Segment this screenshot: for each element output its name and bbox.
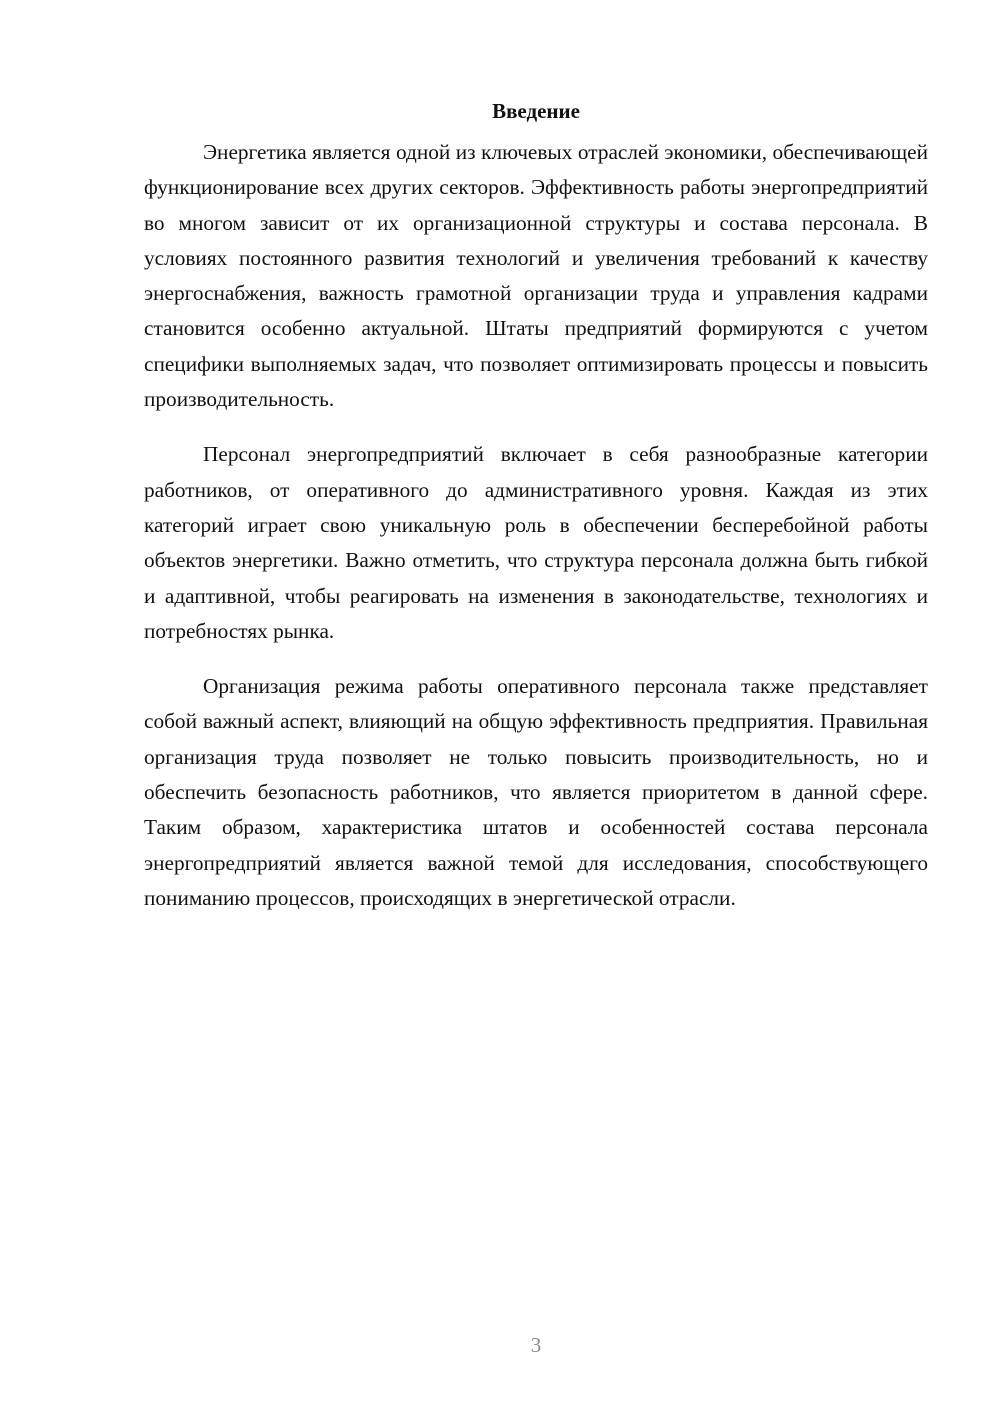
section-title: Введение <box>492 99 580 123</box>
paragraph-3: Организация режима работы оперативного персонала также представляет собой важный аспект, влияющий на общую эффективность предприятия. Правильная организация труда позволяет не только повысить производительность, но и обеспечить безопасность работников, что является приоритетом в данной сфере. Таким образом, характеристика штатов и особенностей состава персонала энергопредприятий является важной темой для исследования, способствующего пониманию процессов, происходящих в энергетической отрасли. <box>144 674 928 910</box>
paragraph-2: Персонал энергопредприятий включает в себя разнообразные категории работников, от оперативного до административного уровня. Каждая из этих категорий играет свою уникальную роль в обеспечении бесперебойной работы объектов энергетики. Важно отметить, что структура персонала должна быть гибкой и адаптивной, чтобы реагировать на изменения в законодательстве, технологиях и потребностях рынка. <box>144 442 928 643</box>
page-content <box>144 94 928 936</box>
paragraph-1: Энергетика является одной из ключевых отраслей экономики, обеспечивающей функционирование всех других секторов. Эффективность работы энергопредприятий во многом зависит от их организационной структуры и состава персонала. В условиях постоянного развития технологий и увеличения требований к качеству энергоснабжения, важность грамотной организации труда и управления кадрами становится особенно актуальной. Штаты предприятий формируются с учетом специфики выполняемых задач, что позволяет оптимизировать процессы и повысить производительность. <box>144 140 928 412</box>
page-number: 3 <box>530 1333 542 1357</box>
